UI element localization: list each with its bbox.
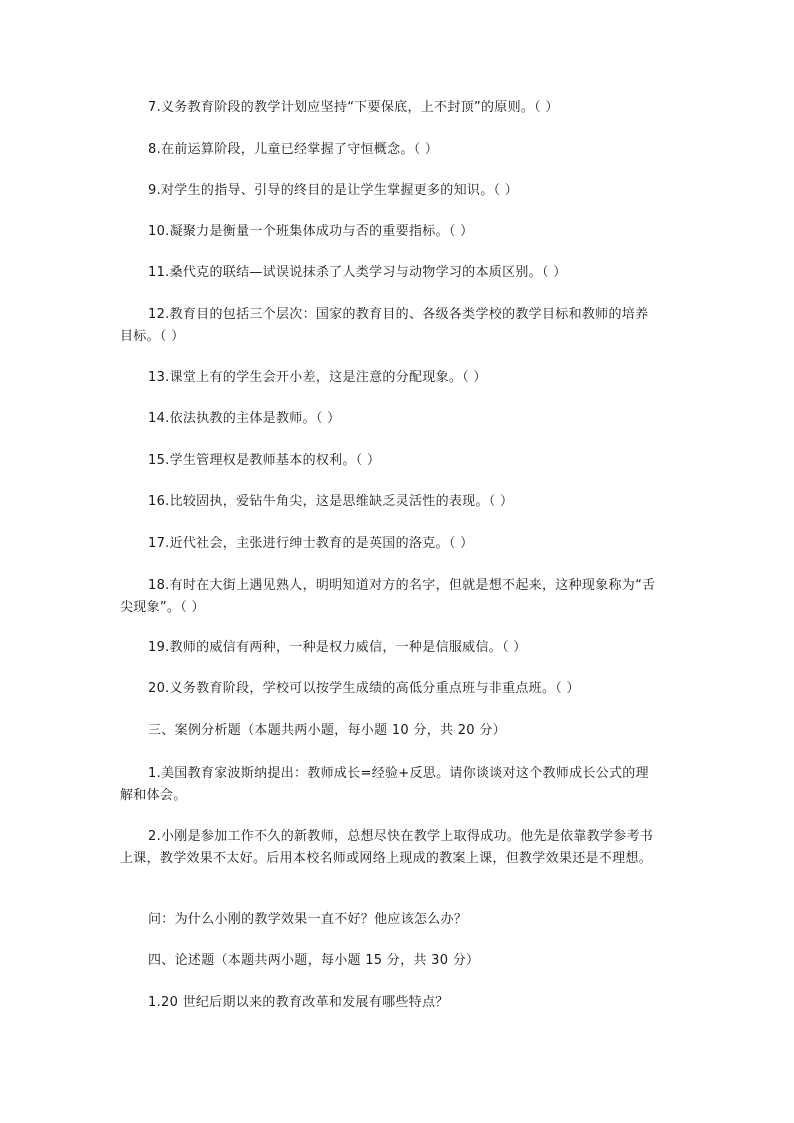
case-question-2-ask: 问：为什么小刚的教学效果一直不好？他应该怎么办？ — [148, 912, 468, 927]
question-17: 17.近代社会，主张进行绅士教育的是英国的洛克。（ ） — [148, 536, 474, 551]
question-12: 12.教育目的包括三个层次：国家的教育目的、各级各类学校的教学目标和教师的培养目标。（ ） — [120, 307, 649, 344]
question-18: 18.有时在大街上遇见熟人，明明知道对方的名字，但就是想不起来，这种现象称为“舌尖现象”。（ ） — [120, 578, 656, 615]
question-16: 16.比较固执，爱钻牛角尖，这是思维缺乏灵活性的表现。（ ） — [148, 494, 514, 509]
question-20: 20.义务教育阶段，学校可以按学生成绩的高低分重点班与非重点班。（ ） — [148, 681, 580, 696]
question-19: 19.教师的威信有两种，一种是权力威信，一种是信服威信。（ ） — [148, 640, 527, 655]
question-8: 8.在前运算阶段，儿童已经掌握了守恒概念。（ ） — [148, 142, 439, 157]
question-14: 14.依法执教的主体是教师。（ ） — [148, 411, 341, 426]
question-15: 15.学生管理权是教师基本的权利。（ ） — [148, 453, 381, 468]
section-heading-case-analysis: 三、案例分析题（本题共两小题，每小题 10 分，共 20 分） — [148, 723, 506, 738]
question-13: 13.课堂上有的学生会开小差，这是注意的分配现象。（ ） — [148, 370, 487, 385]
case-question-2: 2.小刚是参加工作不久的新教师，总想尽快在教学上取得成功。他先是依靠教学参考书上课，教学效果不太好。后用本校名师或网络上现成的教案上课，但教学效果还是不理想。 — [120, 829, 654, 866]
question-7: 7.义务教育阶段的教学计划应坚持“下要保底，上不封顶”的原则。（ ） — [148, 100, 559, 115]
essay-question-1: 1.20 世纪后期以来的教育改革和发展有哪些特点？ — [148, 995, 449, 1010]
section-heading-essay: 四、论述题（本题共两小题，每小题 15 分，共 30 分） — [148, 953, 480, 968]
question-10: 10.凝聚力是衡量一个班集体成功与否的重要指标。（ ） — [148, 224, 474, 239]
question-11: 11.桑代克的联结—试误说抹杀了人类学习与动物学习的本质区别。（ ） — [148, 265, 567, 280]
question-9: 9.对学生的指导、引导的终目的是让学生掌握更多的知识。（ ） — [148, 183, 519, 198]
case-question-1: 1.美国教育家波斯纳提出：教师成长=经验+反思。请你谈谈对这个教师成长公式的理解和体会。 — [120, 766, 649, 803]
